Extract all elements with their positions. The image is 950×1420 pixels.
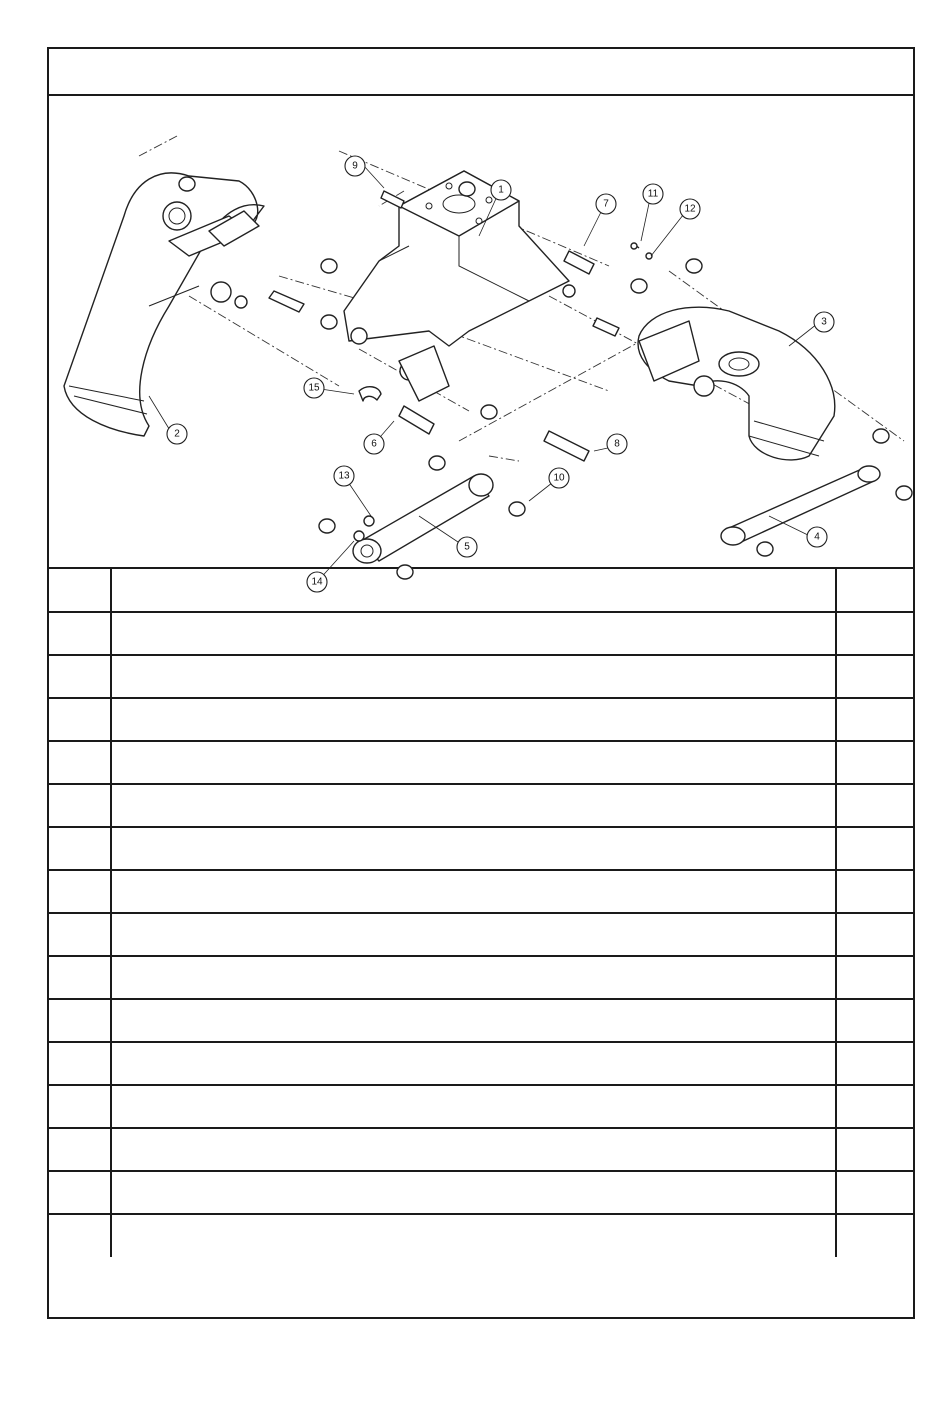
item-number-cell [49,698,111,741]
description-cell [111,999,836,1042]
quantity-cell [836,698,913,741]
description-cell [111,870,836,913]
callout-3 [814,312,834,332]
item-number-cell [49,1171,111,1214]
callout-1 [491,180,511,200]
table-row [49,827,913,870]
pin-7 [564,251,594,274]
description-cell [111,612,836,655]
svg-text:10: 10 [553,472,565,484]
svg-text:13: 13 [338,470,350,482]
item-number-cell [49,1085,111,1128]
callout-4 [807,527,827,547]
table-row [49,1128,913,1171]
table-row [49,655,913,698]
description-cell [111,655,836,698]
item-number-cell [49,827,111,870]
callout-11 [643,184,663,204]
quantity-cell [836,827,913,870]
clip-15 [359,387,381,401]
table-row [49,1042,913,1085]
drawing-sheet [47,47,915,1319]
description-cell [111,784,836,827]
callout-10 [549,468,569,488]
table-row [49,956,913,999]
quantity-cell [836,569,913,612]
svg-text:7: 7 [603,198,609,210]
description-cell [111,569,836,612]
quantity-cell [836,870,913,913]
quantity-cell [836,956,913,999]
item-number-cell [49,655,111,698]
callout-6 [364,434,384,454]
quantity-cell [836,999,913,1042]
svg-text:11: 11 [647,188,659,200]
description-cell [111,1128,836,1171]
quantity-cell [836,913,913,956]
item-number-cell [49,612,111,655]
item-number-cell [49,870,111,913]
table-row [49,784,913,827]
exploded-view-svg [49,96,913,588]
description-cell [111,741,836,784]
table-row [49,870,913,913]
jaw-left-part [64,173,264,436]
svg-text:14: 14 [311,576,323,588]
parts-list-table [49,569,913,1257]
callout-8 [607,434,627,454]
quantity-cell [836,1171,913,1214]
quantity-cell [836,741,913,784]
callout-15 [304,378,324,398]
item-number-cell [49,999,111,1042]
callout-9 [345,156,365,176]
quantity-cell [836,784,913,827]
svg-text:12: 12 [684,203,696,215]
link-bar-part [721,466,880,545]
table-row [49,741,913,784]
table-row [49,1171,913,1214]
description-cell [111,913,836,956]
callout-12 [680,199,700,219]
table-row [49,1214,913,1257]
svg-text:4: 4 [814,531,820,543]
quantity-cell [836,655,913,698]
item-number-cell [49,784,111,827]
callout-7 [596,194,616,214]
description-cell [111,698,836,741]
callout-2 [167,424,187,444]
item-number-cell [49,956,111,999]
item-number-cell [49,569,111,612]
item-number-cell [49,741,111,784]
quantity-cell [836,1128,913,1171]
svg-text:3: 3 [821,316,827,328]
svg-text:8: 8 [614,438,620,450]
item-number-cell [49,913,111,956]
svg-text:1: 1 [498,184,504,196]
item-number-cell [49,1042,111,1085]
table-row [49,1085,913,1128]
svg-text:5: 5 [464,541,470,553]
description-cell [111,1171,836,1214]
quantity-cell [836,1042,913,1085]
description-cell [111,1214,836,1257]
main-frame-part [344,171,575,401]
item-number-cell [49,1128,111,1171]
quantity-cell [836,1085,913,1128]
pin-8 [544,431,589,461]
description-cell [111,827,836,870]
callout-5 [457,537,477,557]
description-cell [111,956,836,999]
table-row [49,698,913,741]
svg-text:9: 9 [352,160,358,172]
svg-text:2: 2 [174,428,180,440]
table-row [49,569,913,612]
table-row [49,612,913,655]
description-cell [111,1042,836,1085]
svg-text:15: 15 [308,382,320,394]
pin-6 [399,406,434,434]
quantity-cell [836,1214,913,1257]
title-block [49,49,913,96]
jaw-right-part [638,307,835,460]
callout-13 [334,466,354,486]
svg-text:6: 6 [371,438,377,450]
table-row [49,999,913,1042]
description-cell [111,1085,836,1128]
quantity-cell [836,612,913,655]
item-number-cell [49,1214,111,1257]
exploded-view-drawing [49,96,913,588]
table-row [49,913,913,956]
